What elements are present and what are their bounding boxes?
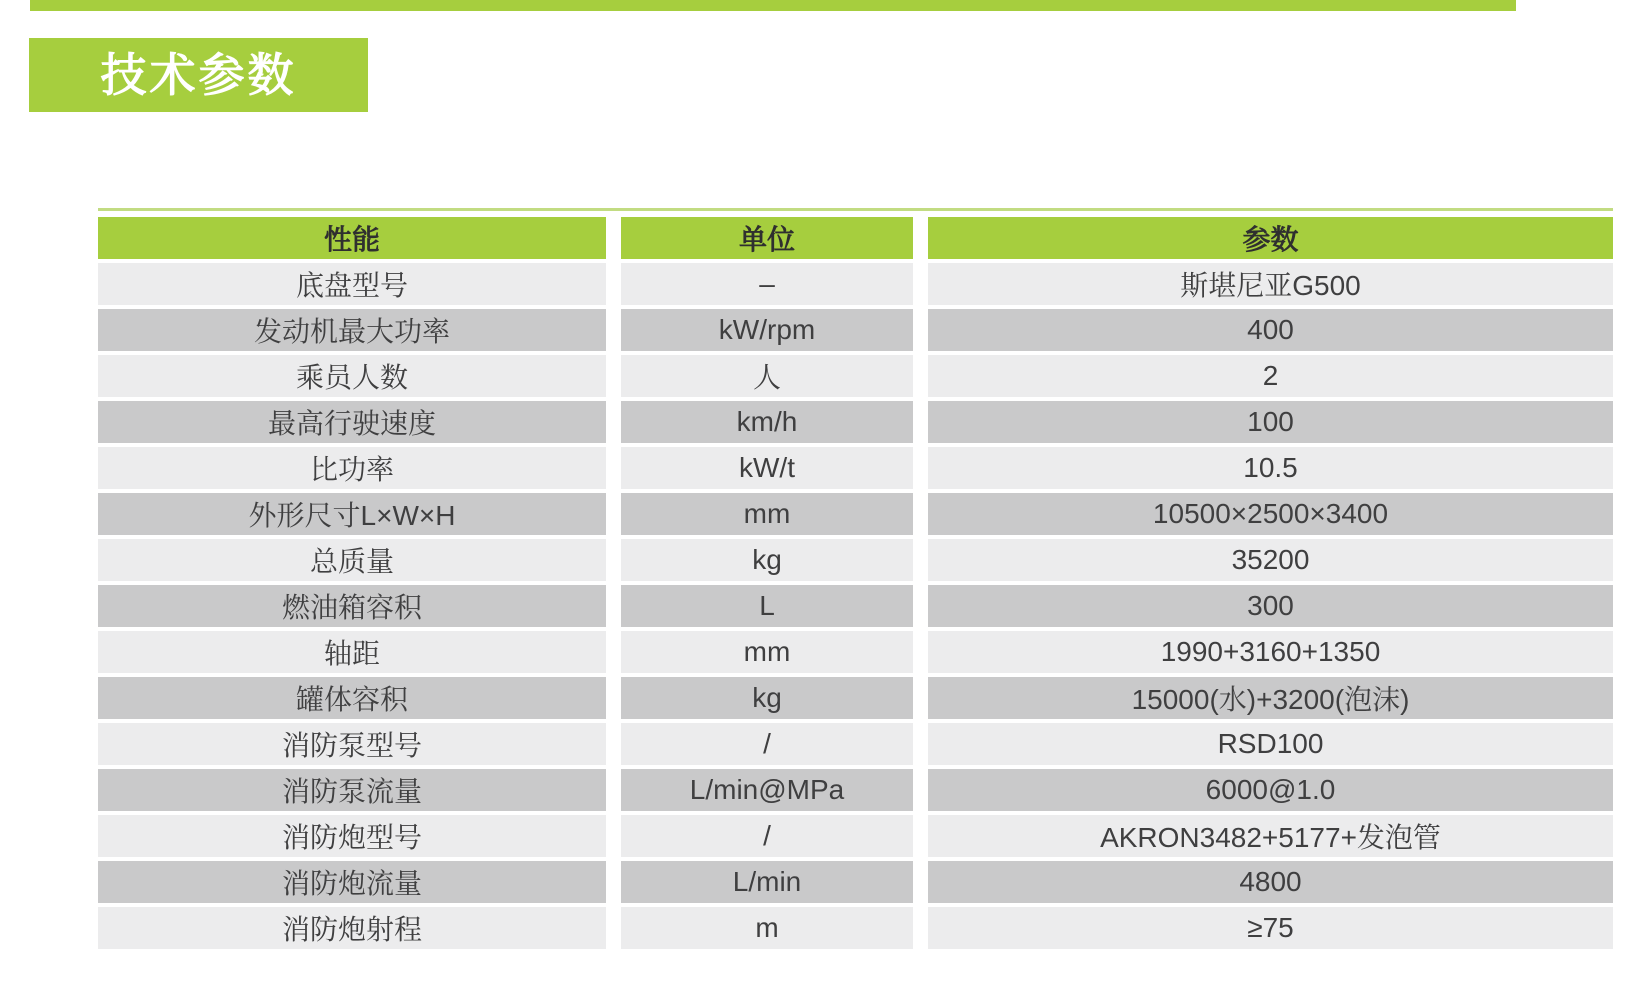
spec-cell-parameter: RSD100 xyxy=(928,723,1613,765)
spec-cell-unit: / xyxy=(621,723,913,765)
column-header-parameter: 参数 xyxy=(928,217,1613,259)
spec-cell-performance: 总质量 xyxy=(98,539,606,581)
table-top-rule xyxy=(98,208,1613,211)
spec-cell-parameter: 10.5 xyxy=(928,447,1613,489)
column-header-unit: 单位 xyxy=(621,217,913,259)
spec-cell-performance: 外形尺寸L×W×H xyxy=(98,493,606,535)
spec-cell-parameter: 15000(水)+3200(泡沫) xyxy=(928,677,1613,719)
spec-cell-unit: 人 xyxy=(621,355,913,397)
spec-cell-parameter: 1990+3160+1350 xyxy=(928,631,1613,673)
top-accent-bar xyxy=(30,0,1516,11)
spec-cell-unit: kW/t xyxy=(621,447,913,489)
column-header-performance: 性能 xyxy=(98,217,606,259)
spec-cell-performance: 罐体容积 xyxy=(98,677,606,719)
spec-cell-performance: 消防泵型号 xyxy=(98,723,606,765)
spec-cell-unit: / xyxy=(621,815,913,857)
spec-cell-unit: kW/rpm xyxy=(621,309,913,351)
spec-cell-parameter: 2 xyxy=(928,355,1613,397)
spec-cell-performance: 轴距 xyxy=(98,631,606,673)
spec-cell-parameter: 100 xyxy=(928,401,1613,443)
spec-cell-unit: km/h xyxy=(621,401,913,443)
spec-cell-performance: 消防炮型号 xyxy=(98,815,606,857)
spec-cell-unit: L/min@MPa xyxy=(621,769,913,811)
page-title-box xyxy=(29,38,368,112)
spec-cell-parameter: 斯堪尼亚G500 xyxy=(928,263,1613,305)
spec-cell-performance: 燃油箱容积 xyxy=(98,585,606,627)
spec-cell-parameter: AKRON3482+5177+发泡管 xyxy=(928,815,1613,857)
spec-cell-parameter: 6000@1.0 xyxy=(928,769,1613,811)
page-title: 技术参数 xyxy=(100,49,297,101)
spec-cell-performance: 比功率 xyxy=(98,447,606,489)
spec-cell-unit: m xyxy=(621,907,913,949)
spec-cell-parameter: 35200 xyxy=(928,539,1613,581)
spec-cell-performance: 消防炮射程 xyxy=(98,907,606,949)
spec-cell-unit: mm xyxy=(621,493,913,535)
spec-cell-performance: 发动机最大功率 xyxy=(98,309,606,351)
spec-cell-parameter: 4800 xyxy=(928,861,1613,903)
spec-cell-unit: mm xyxy=(621,631,913,673)
spec-cell-parameter: 300 xyxy=(928,585,1613,627)
spec-cell-unit: kg xyxy=(621,677,913,719)
spec-cell-performance: 消防泵流量 xyxy=(98,769,606,811)
spec-cell-unit: L/min xyxy=(621,861,913,903)
spec-cell-unit: kg xyxy=(621,539,913,581)
spec-cell-unit: – xyxy=(621,263,913,305)
spec-cell-parameter: 400 xyxy=(928,309,1613,351)
spec-cell-performance: 乘员人数 xyxy=(98,355,606,397)
spec-table xyxy=(98,208,1613,949)
spec-cell-performance: 底盘型号 xyxy=(98,263,606,305)
spec-cell-parameter: ≥75 xyxy=(928,907,1613,949)
spec-cell-performance: 消防炮流量 xyxy=(98,861,606,903)
spec-table-grid xyxy=(98,217,1613,949)
spec-cell-performance: 最高行驶速度 xyxy=(98,401,606,443)
spec-cell-parameter: 10500×2500×3400 xyxy=(928,493,1613,535)
spec-cell-unit: L xyxy=(621,585,913,627)
